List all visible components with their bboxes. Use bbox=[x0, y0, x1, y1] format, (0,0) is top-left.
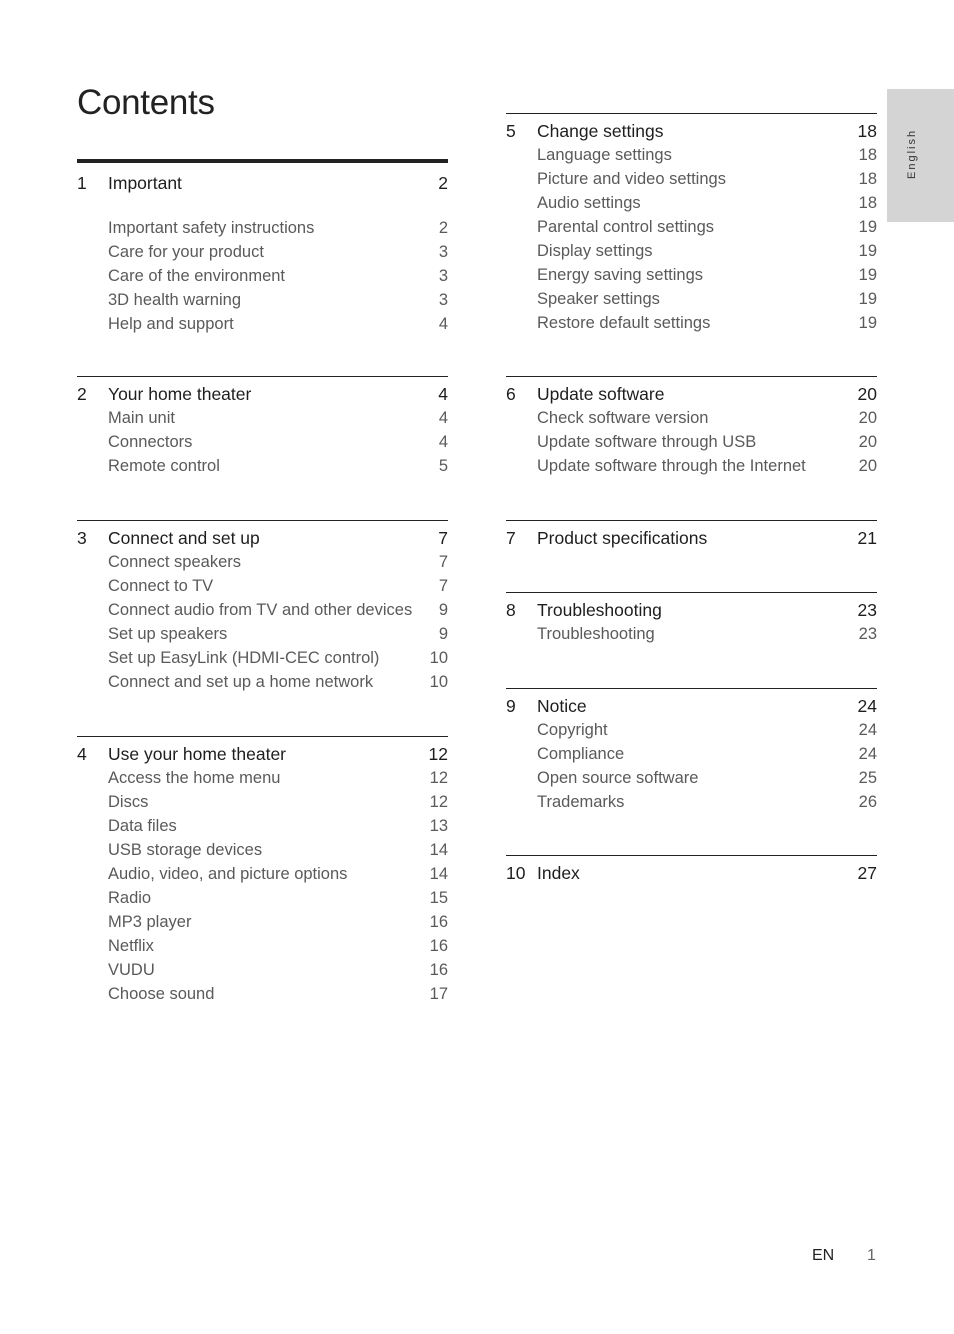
footer-page-number: 1 bbox=[867, 1247, 876, 1264]
entry-page: 5 bbox=[438, 457, 448, 475]
entry-page: 3 bbox=[438, 291, 448, 309]
chapter-title: Update software bbox=[537, 384, 665, 404]
toc-entry-row[interactable] bbox=[506, 406, 877, 430]
toc-section bbox=[506, 376, 877, 478]
toc-chapter-row[interactable] bbox=[506, 598, 877, 622]
entry-page: 24 bbox=[858, 745, 877, 763]
entry-title: Troubleshooting bbox=[537, 625, 655, 643]
chapter-number: 6 bbox=[506, 384, 516, 404]
entry-title: Main unit bbox=[108, 409, 175, 427]
chapter-page: 23 bbox=[857, 600, 877, 620]
entry-page: 3 bbox=[438, 243, 448, 261]
entry-page: 7 bbox=[438, 577, 448, 595]
entry-page: 19 bbox=[858, 242, 877, 260]
toc-section bbox=[77, 159, 448, 336]
toc-chapter-row[interactable] bbox=[506, 694, 877, 718]
toc-entry-row[interactable] bbox=[77, 216, 448, 240]
entry-title: Restore default settings bbox=[537, 314, 711, 332]
entry-page: 20 bbox=[858, 433, 877, 451]
entry-title: Care for your product bbox=[108, 243, 264, 261]
toc-entry-row[interactable] bbox=[77, 670, 448, 694]
entry-title: Connect audio from TV and other devices bbox=[108, 601, 413, 619]
entry-page: 13 bbox=[429, 817, 448, 835]
chapter-page: 21 bbox=[857, 528, 877, 548]
entry-title: Connect and set up a home network bbox=[108, 673, 374, 691]
toc-section bbox=[506, 855, 877, 885]
chapter-number: 9 bbox=[506, 696, 516, 716]
toc-chapter-row[interactable] bbox=[77, 171, 448, 195]
chapter-title: Change settings bbox=[537, 121, 664, 141]
entry-title: Care of the environment bbox=[108, 267, 286, 285]
entry-page: 3 bbox=[438, 267, 448, 285]
entry-title: Connectors bbox=[108, 433, 193, 451]
toc-entry-row[interactable] bbox=[506, 311, 877, 335]
toc-entry-row[interactable] bbox=[506, 454, 877, 478]
toc-chapter-row[interactable] bbox=[506, 861, 877, 885]
entry-page: 26 bbox=[858, 793, 877, 811]
toc-entry-row[interactable] bbox=[506, 191, 877, 215]
entry-title: Energy saving settings bbox=[537, 266, 704, 284]
chapter-title: Your home theater bbox=[108, 384, 252, 404]
chapter-number: 2 bbox=[77, 384, 87, 404]
chapter-page: 24 bbox=[857, 696, 877, 716]
toc-entry-row[interactable] bbox=[77, 766, 448, 790]
entry-page: 19 bbox=[858, 218, 877, 236]
entry-title: Access the home menu bbox=[108, 769, 281, 787]
toc-entry-row[interactable] bbox=[77, 838, 448, 862]
entry-title: Display settings bbox=[537, 242, 653, 260]
chapter-page: 4 bbox=[438, 384, 448, 404]
entry-page: 20 bbox=[858, 457, 877, 475]
toc-entry-row[interactable] bbox=[77, 622, 448, 646]
toc-entry-row[interactable] bbox=[506, 790, 877, 814]
toc-entry-row[interactable] bbox=[77, 312, 448, 336]
chapter-number: 7 bbox=[506, 528, 516, 548]
toc-section bbox=[506, 113, 877, 335]
language-tab bbox=[887, 89, 954, 222]
chapter-title: Use your home theater bbox=[108, 744, 287, 764]
entry-page: 20 bbox=[858, 409, 877, 427]
chapter-title: Troubleshooting bbox=[537, 600, 662, 620]
entry-page: 23 bbox=[858, 625, 877, 643]
entry-title: Compliance bbox=[537, 745, 625, 763]
entry-page: 19 bbox=[858, 266, 877, 284]
entry-title: Data files bbox=[108, 817, 177, 835]
entry-page: 7 bbox=[438, 553, 448, 571]
chapter-title: Product specifications bbox=[537, 528, 708, 548]
entry-title: Language settings bbox=[537, 146, 672, 164]
entry-title: Parental control settings bbox=[537, 218, 715, 236]
toc-entry-row[interactable] bbox=[506, 766, 877, 790]
toc-chapter-row[interactable] bbox=[77, 526, 448, 550]
toc-section bbox=[506, 592, 877, 646]
toc-entry-row[interactable] bbox=[77, 598, 448, 622]
entry-title: Set up speakers bbox=[108, 625, 228, 643]
chapter-title: Index bbox=[537, 863, 580, 883]
entry-page: 15 bbox=[429, 889, 448, 907]
toc-entry-row[interactable] bbox=[77, 958, 448, 982]
toc-entry-row[interactable] bbox=[506, 263, 877, 287]
toc-section bbox=[77, 376, 448, 478]
toc-entry-row[interactable] bbox=[77, 574, 448, 598]
entry-page: 4 bbox=[438, 315, 448, 333]
toc-chapter-row[interactable] bbox=[506, 119, 877, 143]
footer-language: EN bbox=[812, 1247, 835, 1264]
toc-section bbox=[506, 688, 877, 814]
entry-title: Help and support bbox=[108, 315, 234, 333]
chapter-page: 2 bbox=[438, 173, 448, 193]
toc-entry-row[interactable] bbox=[77, 646, 448, 670]
toc-entry-row[interactable] bbox=[506, 287, 877, 311]
entry-title: Connect to TV bbox=[108, 577, 214, 595]
toc-entry-row[interactable] bbox=[77, 406, 448, 430]
entry-title: Set up EasyLink (HDMI-CEC control) bbox=[108, 649, 380, 667]
page-title: Contents bbox=[77, 83, 215, 122]
entry-title: Open source software bbox=[537, 769, 699, 787]
entry-page: 4 bbox=[438, 433, 448, 451]
entry-page: 10 bbox=[429, 673, 448, 691]
entry-page: 18 bbox=[858, 194, 877, 212]
toc-chapter-row[interactable] bbox=[77, 382, 448, 406]
entry-title: Check software version bbox=[537, 409, 709, 427]
language-tab-label: English bbox=[906, 128, 918, 179]
chapter-number: 8 bbox=[506, 600, 516, 620]
entry-title: Discs bbox=[108, 793, 149, 811]
toc-entry-row[interactable] bbox=[506, 143, 877, 167]
entry-title: Audio settings bbox=[537, 194, 641, 212]
toc-chapter-row[interactable] bbox=[506, 526, 877, 550]
chapter-title: Important bbox=[108, 173, 182, 193]
entry-page: 4 bbox=[438, 409, 448, 427]
entry-page: 9 bbox=[438, 601, 448, 619]
entry-page: 2 bbox=[438, 219, 448, 237]
toc-entry-row[interactable] bbox=[506, 167, 877, 191]
toc-entry-row[interactable] bbox=[506, 430, 877, 454]
entry-title: 3D health warning bbox=[108, 291, 241, 309]
toc-entry-row[interactable] bbox=[77, 430, 448, 454]
toc-entry-row[interactable] bbox=[506, 239, 877, 263]
toc-chapter-row[interactable] bbox=[77, 742, 448, 766]
entry-page: 9 bbox=[438, 625, 448, 643]
toc-entry-row[interactable] bbox=[77, 982, 448, 1006]
toc-entry-row[interactable] bbox=[77, 288, 448, 312]
toc-section bbox=[506, 520, 877, 550]
toc-entry-row[interactable] bbox=[77, 240, 448, 264]
entry-title: Radio bbox=[108, 889, 152, 907]
chapter-number: 4 bbox=[77, 744, 87, 764]
toc-entry-row[interactable] bbox=[77, 814, 448, 838]
toc-entry-row[interactable] bbox=[77, 550, 448, 574]
toc-entry-row[interactable] bbox=[506, 718, 877, 742]
toc-entry-row[interactable] bbox=[77, 886, 448, 910]
entry-title: Copyright bbox=[537, 721, 608, 739]
entry-page: 14 bbox=[429, 841, 448, 859]
toc-entry-row[interactable] bbox=[77, 454, 448, 478]
toc-entry-row[interactable] bbox=[77, 910, 448, 934]
toc-entry-row[interactable] bbox=[77, 862, 448, 886]
entry-page: 16 bbox=[429, 937, 448, 955]
toc-entry-row[interactable] bbox=[77, 934, 448, 958]
entry-title: Update software through USB bbox=[537, 433, 757, 451]
chapter-title: Notice bbox=[537, 696, 587, 716]
toc-entry-row[interactable] bbox=[77, 264, 448, 288]
chapter-title: Connect and set up bbox=[108, 528, 260, 548]
entry-title: Trademarks bbox=[537, 793, 625, 811]
chapter-page: 12 bbox=[428, 744, 448, 764]
chapter-number: 5 bbox=[506, 121, 516, 141]
entry-title: Remote control bbox=[108, 457, 220, 475]
entry-title: Audio, video, and picture options bbox=[108, 865, 348, 883]
entry-page: 12 bbox=[429, 769, 448, 787]
entry-page: 25 bbox=[858, 769, 877, 787]
chapter-number: 1 bbox=[77, 173, 87, 193]
chapter-number: 10 bbox=[506, 863, 526, 883]
entry-title: VUDU bbox=[108, 961, 155, 979]
entry-page: 16 bbox=[429, 913, 448, 931]
chapter-page: 7 bbox=[438, 528, 448, 548]
entry-page: 10 bbox=[429, 649, 448, 667]
entry-page: 17 bbox=[429, 985, 448, 1003]
entry-page: 12 bbox=[429, 793, 448, 811]
entry-title: Connect speakers bbox=[108, 553, 241, 571]
entry-page: 14 bbox=[429, 865, 448, 883]
toc-entry-row[interactable] bbox=[77, 790, 448, 814]
toc-entry-row[interactable] bbox=[506, 622, 877, 646]
entry-title: MP3 player bbox=[108, 913, 192, 931]
entry-title: Picture and video settings bbox=[537, 170, 726, 188]
toc-section bbox=[77, 520, 448, 694]
entry-title: Important safety instructions bbox=[108, 219, 315, 237]
entry-title: Update software through the Internet bbox=[537, 457, 806, 475]
toc-section bbox=[77, 736, 448, 1006]
entry-page: 19 bbox=[858, 314, 877, 332]
toc-entry-row[interactable] bbox=[506, 215, 877, 239]
chapter-page: 27 bbox=[857, 863, 877, 883]
chapter-page: 20 bbox=[857, 384, 877, 404]
entry-title: USB storage devices bbox=[108, 841, 263, 859]
entry-page: 16 bbox=[429, 961, 448, 979]
entry-title: Choose sound bbox=[108, 985, 215, 1003]
chapter-number: 3 bbox=[77, 528, 87, 548]
entry-page: 19 bbox=[858, 290, 877, 308]
entry-page: 18 bbox=[858, 170, 877, 188]
entry-title: Speaker settings bbox=[537, 290, 660, 308]
toc-chapter-row[interactable] bbox=[506, 382, 877, 406]
entry-page: 24 bbox=[858, 721, 877, 739]
toc-entry-row[interactable] bbox=[506, 742, 877, 766]
entry-title: Netflix bbox=[108, 937, 154, 955]
chapter-page: 18 bbox=[857, 121, 877, 141]
entry-page: 18 bbox=[858, 146, 877, 164]
